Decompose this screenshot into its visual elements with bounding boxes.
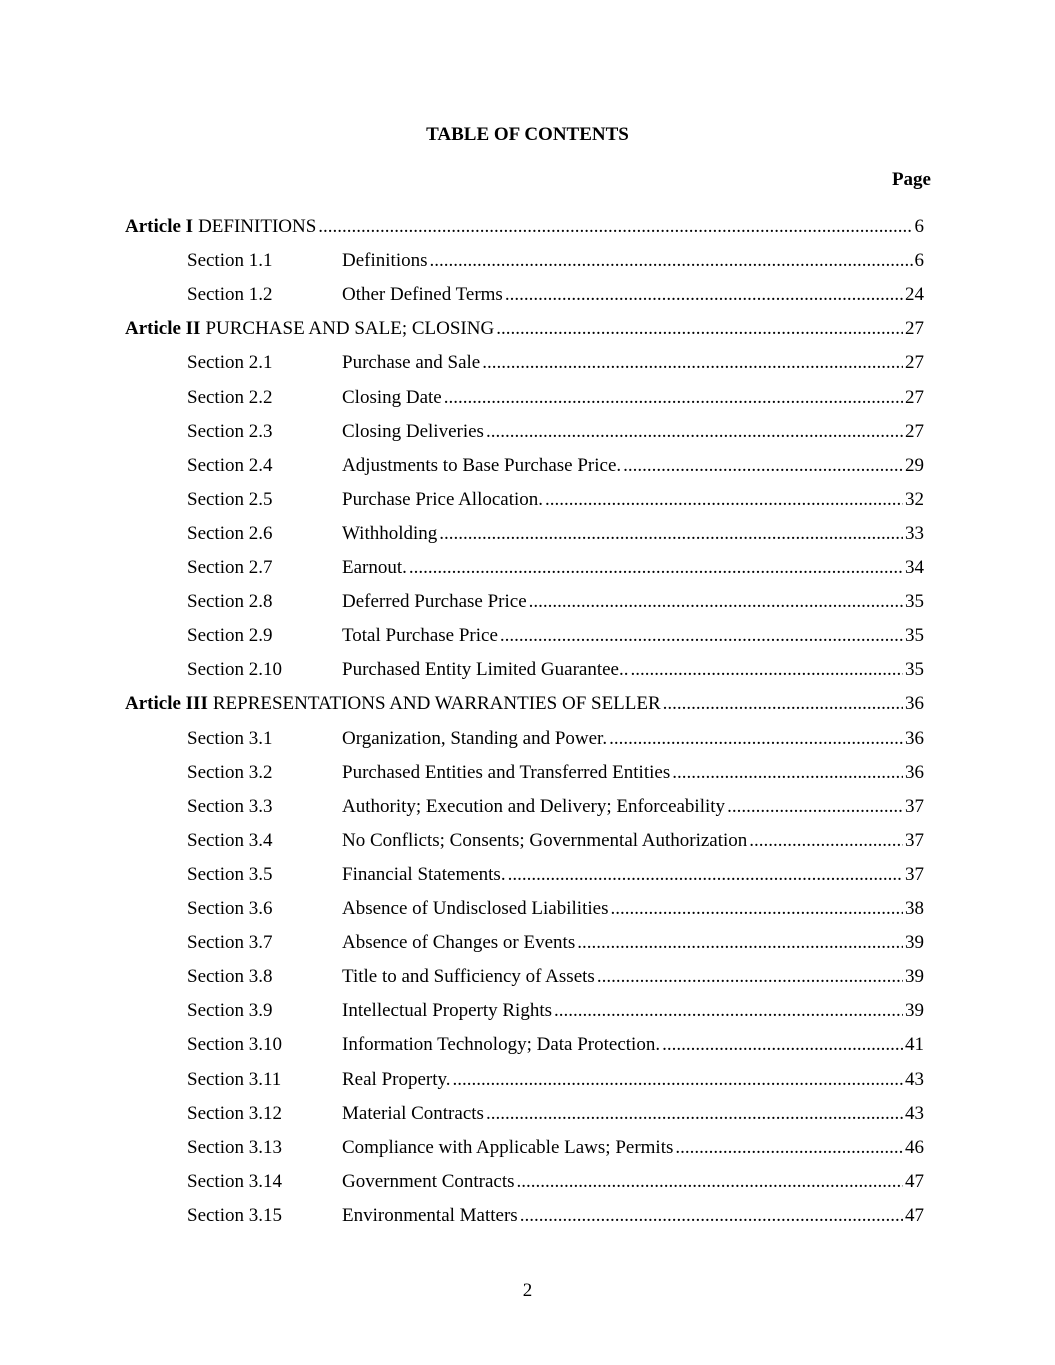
toc-section-entry[interactable] [0,246,1055,276]
entry-line [342,553,924,583]
toc-section-entry[interactable] [0,348,1055,378]
article-label: Article I [125,216,194,237]
dot-leader [520,1201,903,1231]
entry-line [342,655,924,685]
entry-page-number: 32 [905,488,924,510]
toc-section-entry[interactable] [0,792,1055,822]
toc-section-entry[interactable] [0,621,1055,651]
entry-line [342,962,924,992]
dot-leader [496,314,903,344]
section-number: Section 2.2 [187,386,273,408]
section-number: Section 2.8 [187,591,273,613]
dot-leader [597,962,903,992]
entry-page-number: 37 [905,829,924,851]
section-number: Section 3.8 [187,966,273,988]
toc-section-entry[interactable] [0,1030,1055,1060]
entry-title: PURCHASE AND SALE; CLOSING [205,318,495,340]
entry-line [342,996,924,1026]
entry-line [125,212,924,242]
section-number: Section 3.9 [187,1000,273,1022]
dot-leader [486,1099,903,1129]
entry-line [342,724,924,754]
toc-section-entry[interactable] [0,383,1055,413]
entry-page-number: 27 [905,318,924,340]
entry-page-number: 38 [905,898,924,919]
entry-line [342,826,924,856]
entry-title: Organization, Standing and Power. [342,727,608,749]
section-number: Section 3.14 [187,1170,282,1192]
entry-page-number: 36 [905,761,924,783]
entry-page-number: 43 [905,1102,924,1124]
entry-title: Absence of Undisclosed Liabilities [342,898,609,919]
toc-section-entry[interactable] [0,962,1055,992]
dot-leader [662,1030,903,1060]
entry-line [342,621,924,651]
entry-line [342,1099,924,1129]
footer-page-number: 2 [522,1280,533,1301]
entry-page-number: 35 [905,625,924,647]
dot-leader [672,758,903,788]
entry-title: Adjustments to Base Purchase Price. [342,454,622,476]
toc-section-entry[interactable] [0,826,1055,856]
entry-line [342,519,924,549]
entry-page-number: 36 [905,693,924,715]
toc-section-entry[interactable] [0,724,1055,754]
section-number: Section 2.5 [187,488,273,510]
entry-title: Title to and Sufficiency of Assets [342,966,595,988]
entry-line [342,587,924,617]
dot-leader [529,587,903,617]
dot-leader [609,724,903,754]
entry-line [342,792,924,822]
entry-title: Authority; Execution and Delivery; Enforceability [342,795,726,817]
entry-page-number: 27 [905,386,924,408]
dot-leader [508,860,903,890]
section-number: Section 3.2 [187,761,273,783]
entry-title: Purchase Price Allocation. [342,488,544,510]
entry-line [342,1030,924,1060]
section-number: Section 3.7 [187,932,273,954]
entry-page-number: 35 [905,591,924,613]
section-number: Section 3.6 [187,898,273,919]
entry-title: Closing Date [342,386,442,408]
entry-line [342,928,924,958]
entry-title: Earnout. [342,557,407,578]
entry-page-number: 34 [905,557,924,578]
toc-section-entry[interactable] [0,1201,1055,1231]
entry-page-number: 47 [905,1204,924,1226]
toc-section-entry[interactable] [0,860,1055,890]
entry-title: Other Defined Terms [342,284,503,306]
dot-leader [505,280,903,310]
entry-title: Information Technology; Data Protection. [342,1034,661,1056]
toc-section-entry[interactable] [0,894,1055,924]
entry-line [342,1133,924,1163]
entry-line [342,1167,924,1197]
section-number: Section 1.1 [187,250,273,272]
entry-line [342,451,924,481]
toc-section-entry[interactable] [0,451,1055,481]
dot-leader [631,655,904,685]
section-number: Section 3.13 [187,1136,282,1158]
dot-leader [554,996,903,1026]
entry-title: Total Purchase Price [342,625,498,647]
section-number: Section 3.11 [187,1068,282,1090]
article-label: Article II [125,318,201,340]
entry-title: REPRESENTATIONS AND WARRANTIES OF SELLER [212,693,661,715]
entry-title: DEFINITIONS [198,216,317,237]
entry-title: Absence of Changes or Events [342,932,576,954]
entry-page-number: 41 [905,1034,924,1056]
dot-leader [545,485,903,515]
entry-line [342,280,924,310]
entry-title: Definitions [342,250,428,272]
entry-line [342,1201,924,1231]
entry-line [342,383,924,413]
entry-title: Withholding [342,522,438,544]
entry-title: Deferred Purchase Price [342,591,527,613]
entry-line [342,246,924,276]
toc-section-entry[interactable] [0,928,1055,958]
entry-page-number: 24 [905,284,924,306]
section-number: Section 2.7 [187,557,273,578]
section-number: Section 2.1 [187,352,273,374]
dot-leader [675,1133,903,1163]
entry-page-number: 46 [905,1136,924,1158]
entry-page-number: 27 [905,352,924,374]
entry-page-number: 29 [905,454,924,476]
entry-title: Real Property. [342,1068,451,1090]
toc-article-entry[interactable] [0,314,1055,344]
dot-leader [500,621,903,651]
toc-section-entry[interactable] [0,1065,1055,1095]
entry-title: No Conflicts; Consents; Governmental Authorization [342,829,748,851]
section-number: Section 3.10 [187,1034,282,1056]
entry-page-number: 33 [905,522,924,544]
toc-section-entry[interactable] [0,758,1055,788]
entry-title: Purchase and Sale [342,352,481,374]
entry-page-number: 36 [905,727,924,749]
toc-section-entry[interactable] [0,587,1055,617]
toc-section-entry[interactable] [0,417,1055,447]
toc-section-entry[interactable] [0,996,1055,1026]
section-number: Section 3.5 [187,863,273,885]
section-number: Section 1.2 [187,284,273,306]
toc-section-entry[interactable] [0,1133,1055,1163]
entry-page-number: 39 [905,966,924,988]
entry-page-number: 47 [905,1170,924,1192]
toc-section-entry[interactable] [0,1099,1055,1129]
entry-page-number: 37 [905,863,924,885]
dot-leader [439,519,903,549]
entry-line [342,1065,924,1095]
entry-line [342,758,924,788]
entry-title: Intellectual Property Rights [342,1000,553,1022]
toc-section-entry[interactable] [0,1167,1055,1197]
entry-title: Environmental Matters [342,1204,518,1226]
entry-title: Material Contracts [342,1102,484,1124]
dot-leader [623,451,903,481]
section-number: Section 3.1 [187,727,273,749]
toc-article-entry[interactable] [0,212,1055,242]
dot-leader [409,553,903,583]
article-label: Article III [125,693,208,715]
entry-title: Financial Statements. [342,863,506,885]
entry-page-number: 39 [905,1000,924,1022]
entry-page-number: 43 [905,1068,924,1090]
toc-section-entry[interactable] [0,655,1055,685]
section-number: Section 3.4 [187,829,273,851]
dot-leader [482,348,903,378]
dot-leader [318,212,912,242]
entry-line [342,894,924,924]
section-number: Section 3.12 [187,1102,282,1124]
entry-line [125,314,924,344]
section-number: Section 2.4 [187,454,273,476]
dot-leader [517,1167,903,1197]
entry-line [342,860,924,890]
toc-section-entry[interactable] [0,485,1055,515]
entry-line [125,689,924,719]
dot-leader [749,826,903,856]
section-number: Section 2.9 [187,625,273,647]
section-number: Section 2.10 [187,659,282,681]
toc-section-entry[interactable] [0,519,1055,549]
section-number: Section 2.3 [187,420,273,442]
entry-title: Government Contracts [342,1170,515,1192]
entry-page-number: 6 [914,216,924,237]
entry-title: Purchased Entities and Transferred Entities [342,761,671,783]
dot-leader [577,928,903,958]
toc-article-entry[interactable] [0,689,1055,719]
section-number: Section 3.3 [187,795,273,817]
dot-leader [727,792,903,822]
entry-line [342,417,924,447]
dot-leader [430,246,913,276]
entry-title: Purchased Entity Limited Guarantee.. [342,659,629,681]
dot-leader [663,689,903,719]
page-column-heading: Page [891,169,931,190]
dot-leader [610,894,903,924]
entry-title: Closing Deliveries [342,420,484,442]
dot-leader [453,1065,903,1095]
entry-page-number: 27 [905,420,924,442]
dot-leader [444,383,903,413]
toc-section-entry[interactable] [0,553,1055,583]
page-title: TABLE OF CONTENTS [426,124,629,145]
entry-page-number: 39 [905,932,924,954]
section-number: Section 3.15 [187,1204,282,1226]
dot-leader [486,417,903,447]
section-number: Section 2.6 [187,522,273,544]
entry-page-number: 37 [905,795,924,817]
entry-page-number: 6 [914,250,924,272]
entry-line [342,485,924,515]
toc-section-entry[interactable] [0,280,1055,310]
entry-page-number: 35 [905,659,924,681]
entry-line [342,348,924,378]
entry-title: Compliance with Applicable Laws; Permits [342,1136,674,1158]
